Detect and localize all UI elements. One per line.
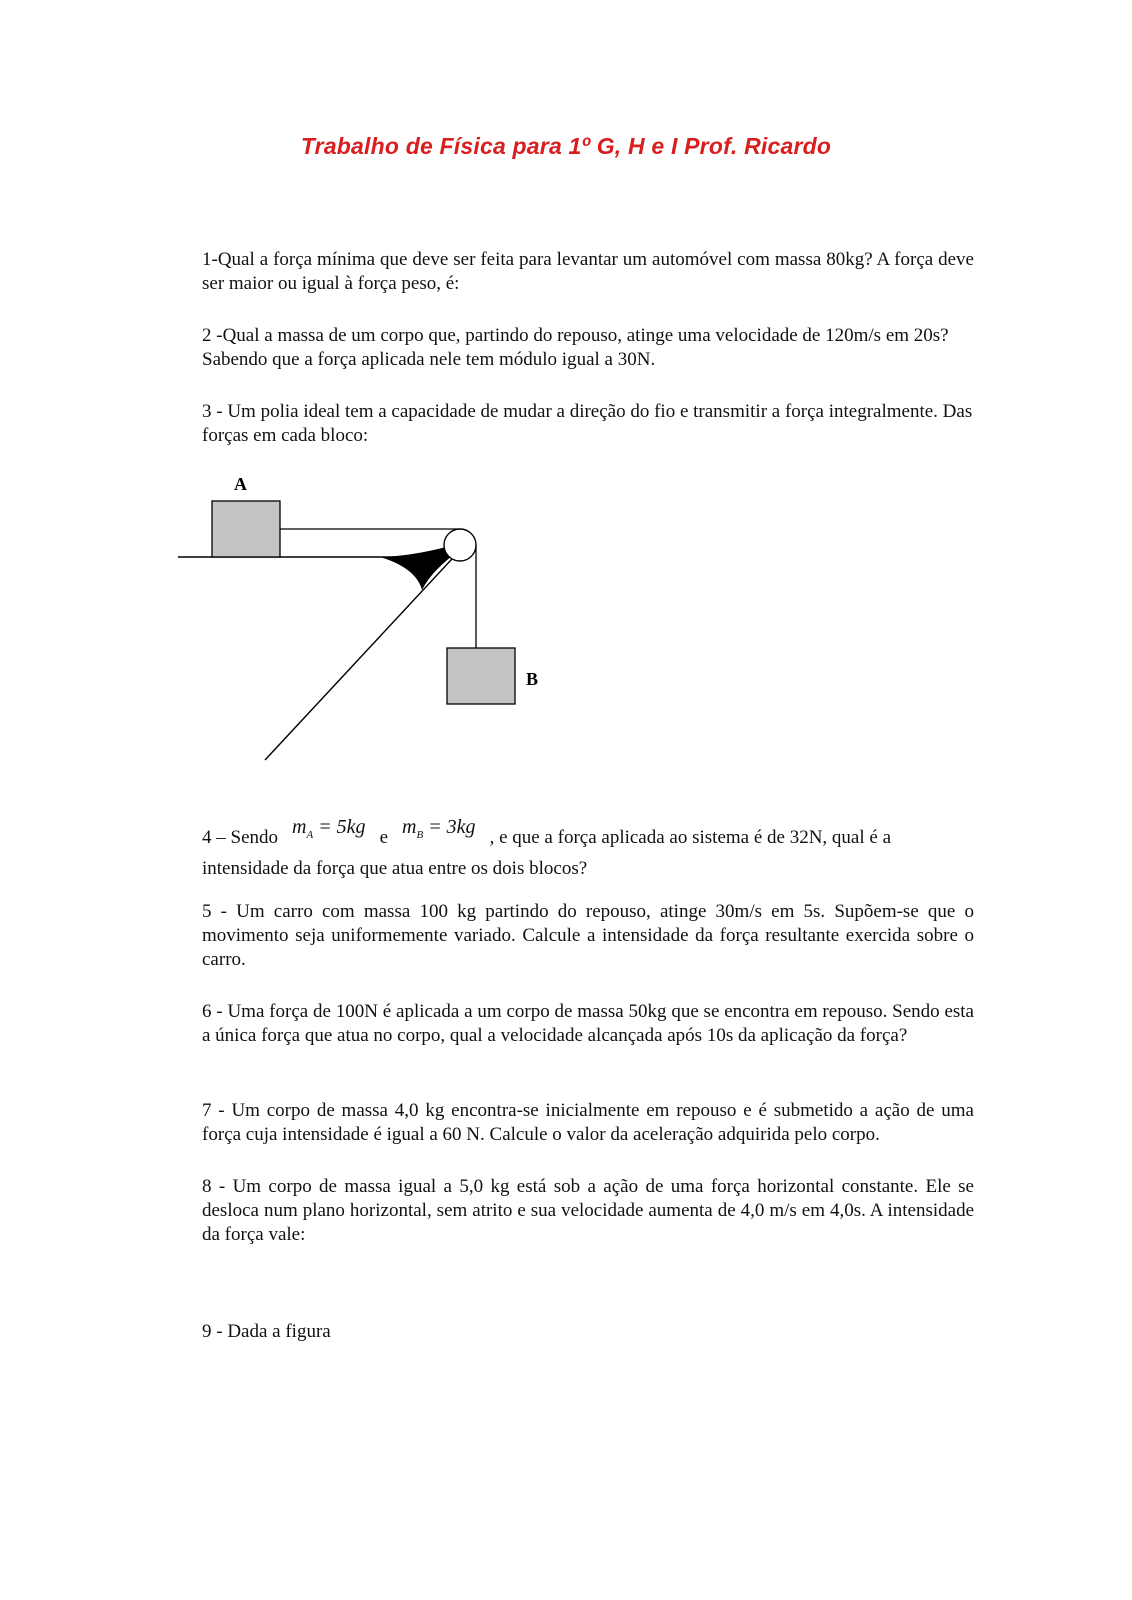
question-2: 2 -Qual a massa de um corpo que, partindo do repouso, atinge uma velocidade de 120m/s em 20s? Sabendo que a força aplicada nele tem módulo igual a 30N.: [202, 325, 949, 370]
question-4-suffix: , e que a força aplicada ao sistema é de 32N, qual é a: [489, 827, 892, 848]
question-8: 8 - Um corpo de massa igual a 5,0 kg está sob a ação de uma força horizontal constante. Ele se desloca num plano horizontal, sem atrito e sua velocidade aumenta de 4,0 m/s em 4,0s. A intensidade da força vale:: [202, 1176, 974, 1245]
question-6: 6 - Uma força de 100N é aplicada a um corpo de massa 50kg que se encontra em repouso. Sendo esta a única força que atua no corpo, qual a velocidade alcançada após 10s da aplicação da força?: [202, 1001, 974, 1046]
formula-mass-b: $m_B = 3kg$: [402, 816, 476, 841]
question-1: 1-Qual a força mínima que deve ser feita para levantar um automóvel com massa 80kg? A força deve ser maior ou igual à força peso, é:: [202, 249, 974, 294]
pulley-diagram: [170, 470, 570, 770]
page-title: Trabalho de Física para 1º G, H e I Prof. Ricardo: [300, 133, 832, 159]
question-4-connector: e: [379, 827, 388, 848]
question-4-line2: intensidade da força que atua entre os dois blocos?: [202, 858, 588, 879]
pulley: [444, 529, 476, 561]
label-b: B: [526, 669, 539, 689]
block-b: [447, 648, 515, 704]
question-4-prefix: 4 – Sendo: [202, 827, 278, 848]
table-support: [265, 546, 464, 760]
question-3: 3 - Um polia ideal tem a capacidade de mudar a direção do fio e transmitir a força integralmente. Das forças em cada bloco:: [202, 401, 973, 446]
label-a: A: [234, 474, 247, 494]
question-7: 7 - Um corpo de massa 4,0 kg encontra-se inicialmente em repouso e é submetido a ação de uma força cuja intensidade é igual a 60 N. Calcule o valor da aceleração adquirida pelo corpo.: [202, 1100, 974, 1145]
question-5: 5 - Um carro com massa 100 kg partindo do repouso, atinge 30m/s em 5s. Supõem-se que o movimento seja uniformemente variado. Calcule a intensidade da força resultante exercida sobre o carro.: [202, 901, 974, 970]
formula-mass-a: $m_A = 5kg$: [292, 816, 366, 841]
block-a: [212, 501, 280, 557]
question-4: [202, 816, 974, 881]
question-9: 9 - Dada a figura: [202, 1321, 331, 1342]
